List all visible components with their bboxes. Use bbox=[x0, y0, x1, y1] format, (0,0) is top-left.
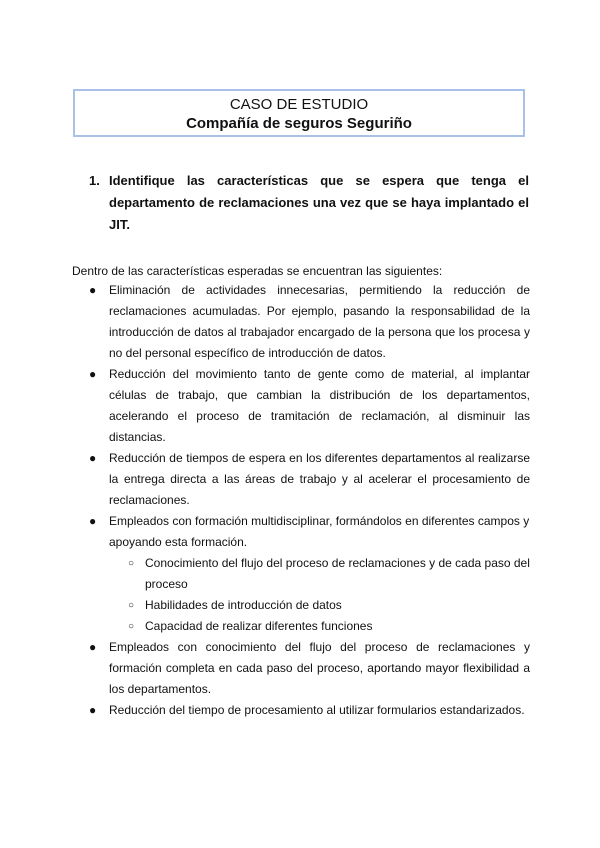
question-number: 1. bbox=[89, 173, 100, 188]
case-study-heading: CASO DE ESTUDIO bbox=[229, 96, 369, 113]
list-item bbox=[72, 700, 530, 721]
bullet-icon: ● bbox=[89, 283, 97, 297]
characteristics-list bbox=[72, 280, 530, 721]
list-item-text: Eliminación de actividades innecesarias, permitiendo la reducción de reclamaciones acumuladas. Por ejemplo, pasando la responsabilidad de la introducción de datos al trabajador encargado de la persona que los procesa y no del personal específico de introducción de datos. bbox=[109, 283, 530, 360]
list-item-text: Reducción del movimiento tanto de gente como de material, al implantar células de trabajo, que cambian la distribución de los departamentos, acelerando el proceso de tramitación de reclamación, al disminuir las distancias. bbox=[109, 367, 530, 444]
list-item bbox=[72, 448, 530, 511]
bullet-icon: ● bbox=[89, 703, 97, 717]
list-item-text: Empleados con conocimiento del flujo del proceso de reclamaciones y formación completa en cada paso del proceso, aportando mayor flexibilidad a los departamentos. bbox=[109, 640, 530, 696]
sub-list-item-text: Capacidad de realizar diferentes funciones bbox=[145, 619, 373, 633]
list-item bbox=[72, 637, 530, 700]
list-item-text: Reducción del tiempo de procesamiento al utilizar formularios estandarizados. bbox=[109, 703, 525, 717]
bullet-icon: ● bbox=[89, 514, 97, 528]
list-item bbox=[72, 511, 530, 553]
sub-bullet-icon: ○ bbox=[128, 600, 135, 611]
sub-list-item bbox=[72, 553, 530, 595]
sub-list-item-text: Conocimiento del flujo del proceso de reclamaciones y de cada paso del proceso bbox=[145, 556, 530, 591]
list-item bbox=[72, 280, 530, 364]
sub-list-item-text: Habilidades de introducción de datos bbox=[145, 598, 342, 612]
question-1 bbox=[89, 170, 529, 236]
bullet-icon: ● bbox=[89, 640, 97, 654]
sub-bullet-icon: ○ bbox=[128, 621, 135, 632]
intro-paragraph: Dentro de las características esperadas se encuentran las siguientes: bbox=[72, 264, 443, 278]
list-item-text: Empleados con formación multidisciplinar, formándolos en diferentes campos y apoyando esta formación. bbox=[109, 514, 530, 549]
company-name-heading: Compañía de seguros Seguriño bbox=[186, 115, 412, 132]
sub-list-item bbox=[72, 595, 530, 616]
bullet-icon: ● bbox=[89, 367, 97, 381]
question-text: Identifique las características que se espera que tenga el departamento de reclamaciones una vez que se haya implantado el JIT. bbox=[109, 173, 529, 232]
list-item bbox=[72, 364, 530, 448]
sub-list-item bbox=[72, 616, 530, 637]
bullet-icon: ● bbox=[89, 451, 97, 465]
sub-bullet-icon: ○ bbox=[128, 558, 135, 569]
title-box bbox=[73, 89, 525, 137]
list-item-text: Reducción de tiempos de espera en los diferentes departamentos al realizarse la entrega directa a las áreas de trabajo y al acelerar el procesamiento de reclamaciones. bbox=[109, 451, 530, 507]
